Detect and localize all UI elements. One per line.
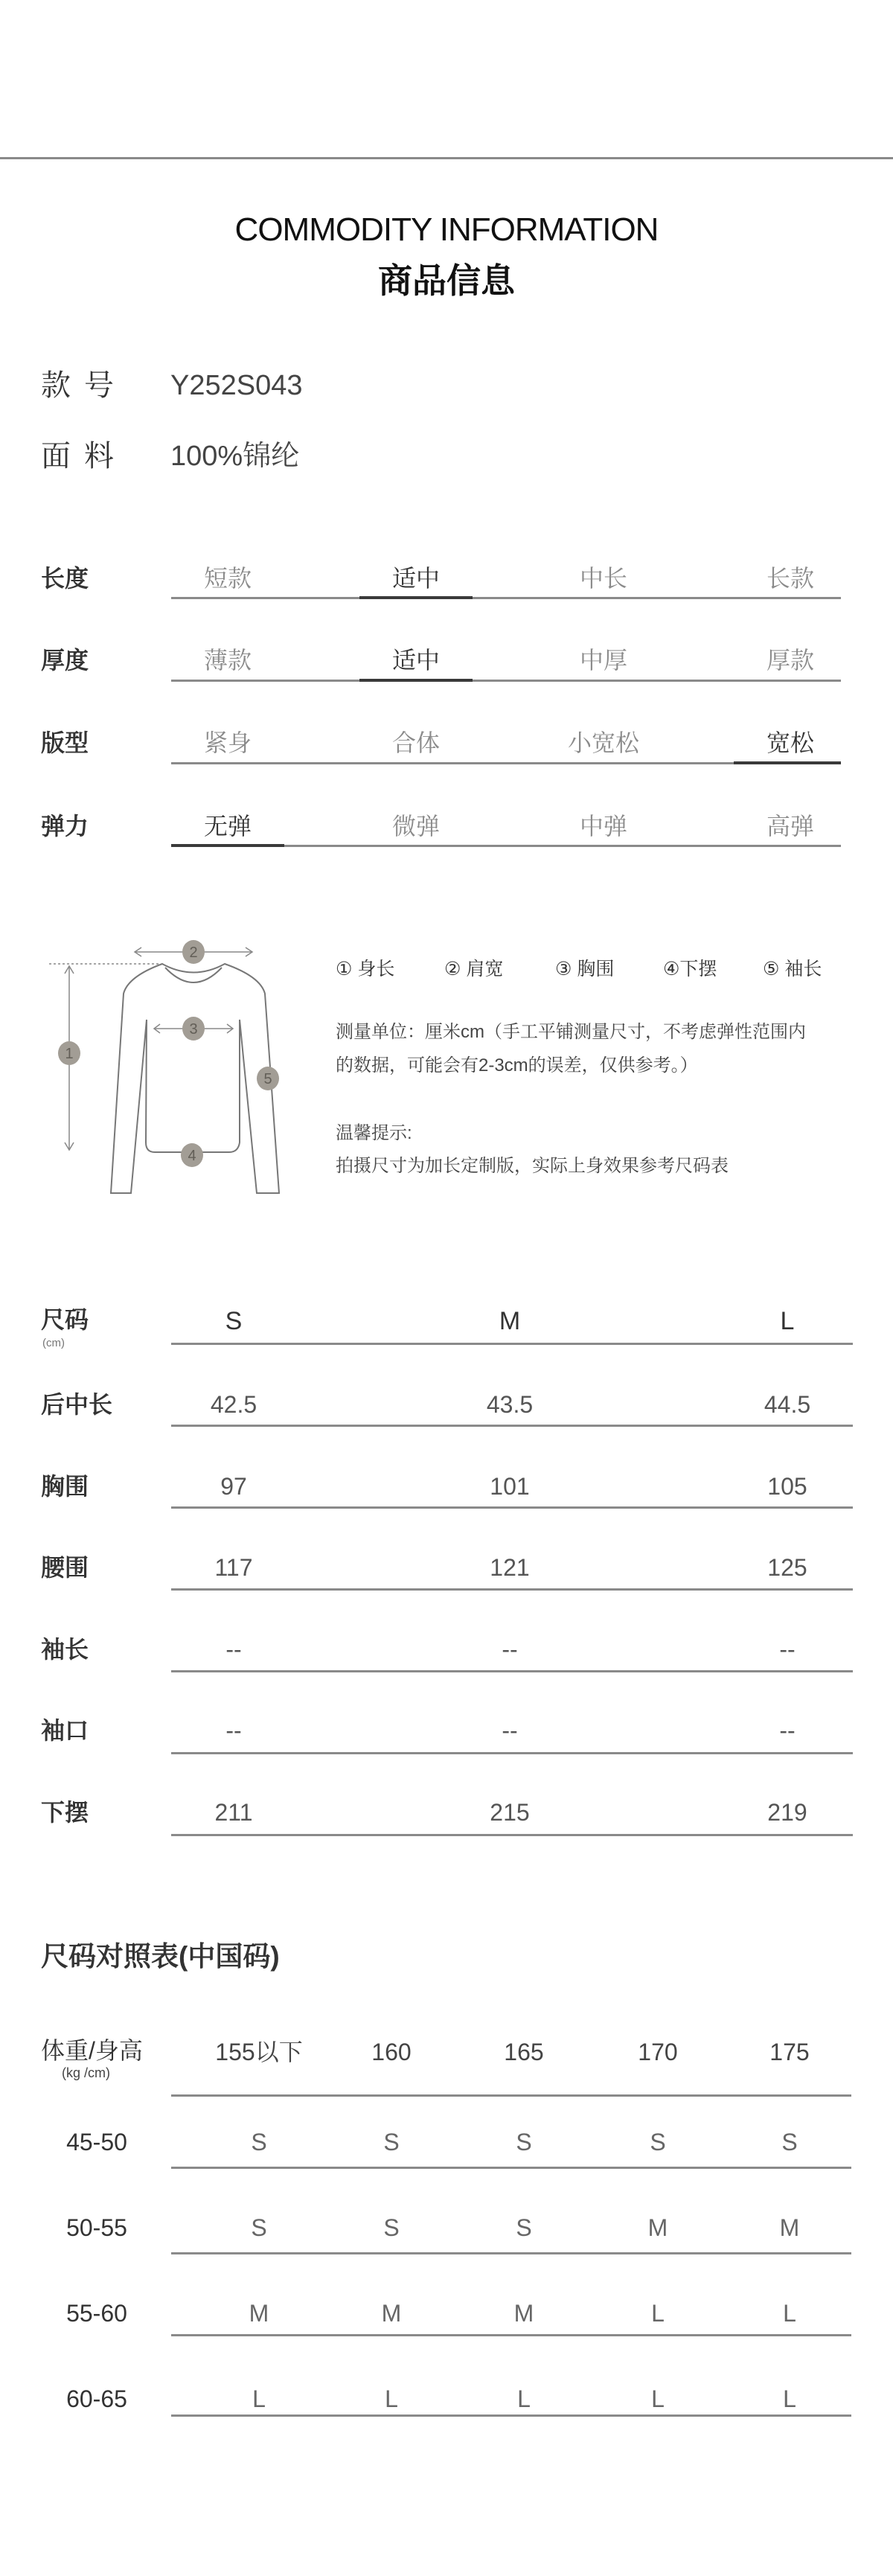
size-unit: (cm) xyxy=(42,1337,65,1349)
size-cell: 211 xyxy=(214,1798,253,1826)
measure-marker-number: 2 xyxy=(189,945,198,961)
size-chart-cell: S xyxy=(383,2129,400,2155)
table-row-divider xyxy=(171,1425,853,1427)
size-chart-cell: S xyxy=(516,2214,532,2241)
size-chart-cell: M xyxy=(249,2300,269,2327)
tip-text: 拍摄尺寸为加长定制版，实际上身效果参考尺码表 xyxy=(336,1156,729,1176)
size-cell: -- xyxy=(502,1717,518,1744)
size-chart-cell: S xyxy=(383,2214,400,2241)
size-chart-cell: M xyxy=(779,2214,800,2241)
height-column-header: 170 xyxy=(638,2039,678,2065)
size-chart-header-label: 体重/身高 xyxy=(41,2037,143,2064)
size-cell: 105 xyxy=(767,1472,807,1500)
measure-marker-number: 1 xyxy=(65,1046,74,1062)
legend-chest: ③ 胸围 xyxy=(555,959,615,979)
size-row-label: 袖口 xyxy=(41,1717,89,1744)
attribute-option: 合体 xyxy=(391,729,441,756)
attribute-option: 中弹 xyxy=(579,813,628,840)
table-row-divider xyxy=(171,1670,853,1672)
size-cell: 101 xyxy=(490,1472,530,1500)
table-divider xyxy=(171,1343,853,1345)
size-column-header: S xyxy=(225,1307,243,1335)
weight-row-label: 45-50 xyxy=(66,2129,127,2155)
size-header-label: 尺码 xyxy=(41,1306,89,1333)
attribute-track xyxy=(171,597,841,599)
size-chart-cell: S xyxy=(251,2214,267,2241)
attribute-option: 适中 xyxy=(391,647,441,674)
weight-row-label: 50-55 xyxy=(66,2214,127,2241)
size-row-label: 腰围 xyxy=(41,1554,89,1581)
attribute-label: 弹力 xyxy=(41,813,89,840)
table-row-divider xyxy=(171,2414,851,2417)
table-row-divider xyxy=(171,2252,851,2254)
size-chart-cell: S xyxy=(251,2129,267,2155)
fabric-label: 面料 xyxy=(41,440,127,473)
size-cell: -- xyxy=(779,1635,796,1663)
height-column-header: 160 xyxy=(371,2039,412,2065)
attribute-option: 薄款 xyxy=(203,647,252,674)
size-cell: -- xyxy=(502,1635,518,1663)
attribute-option: 无弹 xyxy=(203,813,252,840)
attribute-option: 微弹 xyxy=(391,813,441,840)
size-chart-cell: L xyxy=(783,2300,796,2327)
measure-marker-number: 3 xyxy=(189,1021,198,1038)
measurement-note-line2: 的数据，可能会有2-3cm的误差，仅供参考。） xyxy=(336,1055,698,1076)
attribute-option: 厚款 xyxy=(766,647,815,674)
attribute-label: 版型 xyxy=(41,729,89,756)
title-english: COMMODITY INFORMATION xyxy=(234,211,659,248)
style-number-value: Y252S043 xyxy=(170,370,303,401)
table-row-divider xyxy=(171,2334,851,2336)
size-cell: -- xyxy=(225,1717,242,1744)
attribute-option: 短款 xyxy=(203,565,252,592)
attribute-selected-indicator xyxy=(171,844,284,847)
size-chart-cell: M xyxy=(647,2214,668,2241)
size-chart-title: 尺码对照表(中国码) xyxy=(41,1941,280,1972)
table-row-divider xyxy=(171,1506,853,1509)
size-cell: 125 xyxy=(767,1554,807,1581)
attribute-option: 紧身 xyxy=(203,729,252,756)
attribute-option: 中厚 xyxy=(579,647,628,674)
size-chart-cell: S xyxy=(650,2129,666,2155)
size-cell: 43.5 xyxy=(486,1391,534,1418)
attribute-option: 小宽松 xyxy=(567,729,640,756)
fabric-value: 100%锦纶 xyxy=(170,441,300,472)
size-cell: 117 xyxy=(214,1554,253,1581)
size-chart-cell: L xyxy=(651,2300,665,2327)
weight-row-label: 55-60 xyxy=(66,2300,127,2327)
height-column-header: 155以下 xyxy=(215,2039,303,2065)
size-chart-cell: L xyxy=(385,2385,398,2412)
size-row-label: 袖长 xyxy=(41,1635,89,1663)
attribute-option: 长款 xyxy=(766,565,815,592)
size-row-label: 后中长 xyxy=(41,1391,113,1418)
size-row-label: 下摆 xyxy=(41,1798,89,1826)
legend-body-length: ① 身长 xyxy=(336,959,395,979)
attribute-option: 适中 xyxy=(391,565,441,592)
top-divider xyxy=(0,157,893,159)
table-row-divider xyxy=(171,2167,851,2169)
attribute-selected-indicator xyxy=(359,596,473,599)
attribute-option: 宽松 xyxy=(766,729,815,756)
attribute-selected-indicator xyxy=(734,761,841,764)
measure-marker-number: 4 xyxy=(188,1148,196,1164)
garment-measurement-diagram xyxy=(0,923,327,1206)
measure-marker-number: 5 xyxy=(263,1071,272,1087)
size-chart-cell: L xyxy=(517,2385,531,2412)
title-chinese: 商品信息 xyxy=(378,261,515,300)
attribute-option: 中长 xyxy=(579,565,628,592)
size-chart-cell: M xyxy=(513,2300,534,2327)
legend-shoulder-width: ② 肩宽 xyxy=(444,959,504,979)
weight-row-label: 60-65 xyxy=(66,2385,127,2412)
size-chart-cell: L xyxy=(783,2385,796,2412)
attribute-option: 高弹 xyxy=(766,813,815,840)
size-chart-unit: (kg /cm) xyxy=(62,2065,110,2080)
size-chart-cell: M xyxy=(381,2300,402,2327)
size-row-label: 胸围 xyxy=(41,1472,89,1500)
size-cell: 97 xyxy=(220,1472,247,1500)
attribute-label: 长度 xyxy=(41,565,89,592)
size-column-header: M xyxy=(499,1307,521,1335)
table-divider xyxy=(171,2094,851,2097)
size-column-header: L xyxy=(780,1307,795,1335)
size-cell: 42.5 xyxy=(210,1391,257,1418)
measurement-note-line1: 测量单位：厘米cm（手工平铺测量尺寸，不考虑弹性范围内 xyxy=(336,1022,806,1042)
table-row-divider xyxy=(171,1834,853,1836)
measure-lines xyxy=(49,947,252,1150)
attribute-track xyxy=(171,680,841,682)
size-cell: 121 xyxy=(490,1554,530,1581)
height-column-header: 165 xyxy=(504,2039,544,2065)
size-cell: 44.5 xyxy=(764,1391,811,1418)
tip-title: 温馨提示: xyxy=(336,1123,412,1143)
attribute-label: 厚度 xyxy=(41,647,89,674)
size-cell: -- xyxy=(225,1635,242,1663)
size-chart-cell: S xyxy=(516,2129,532,2155)
style-number-label: 款号 xyxy=(41,369,127,402)
height-column-header: 175 xyxy=(769,2039,810,2065)
size-cell: 219 xyxy=(767,1798,807,1826)
size-cell: 215 xyxy=(490,1798,530,1826)
table-row-divider xyxy=(171,1752,853,1754)
legend-hem: ④下摆 xyxy=(663,959,717,979)
size-chart-cell: S xyxy=(781,2129,798,2155)
attribute-selected-indicator xyxy=(359,679,473,682)
size-cell: -- xyxy=(779,1717,796,1744)
size-chart-cell: L xyxy=(651,2385,665,2412)
legend-sleeve-length: ⑤ 袖长 xyxy=(763,959,822,979)
size-chart-cell: L xyxy=(252,2385,266,2412)
table-row-divider xyxy=(171,1588,853,1591)
